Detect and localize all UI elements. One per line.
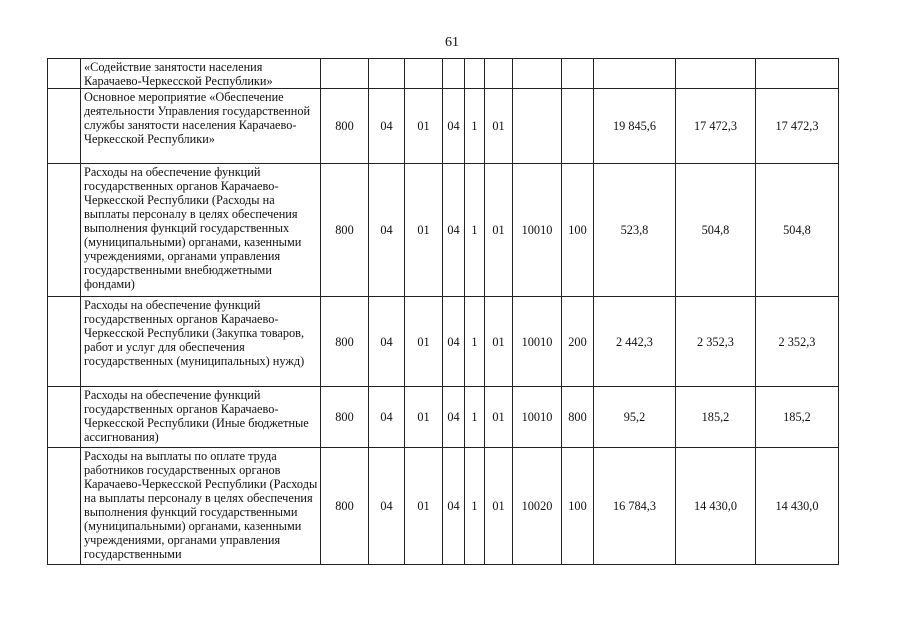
table-row <box>48 89 839 164</box>
subprogram-code-cell: 1 <box>465 164 485 297</box>
amount-year1-cell: 16 784,3 <box>594 448 676 565</box>
amount-year3-cell <box>756 59 839 89</box>
row-index-cell <box>48 448 81 565</box>
direction-code-cell <box>513 59 562 89</box>
ministry-code-cell: 800 <box>321 387 369 448</box>
direction-code-cell <box>513 89 562 164</box>
subsection-code-cell <box>405 59 443 89</box>
subprogram-code-cell: 1 <box>465 448 485 565</box>
ministry-code-cell <box>321 59 369 89</box>
direction-code-cell: 10010 <box>513 164 562 297</box>
row-index-cell <box>48 59 81 89</box>
subsection-code-cell: 01 <box>405 164 443 297</box>
amount-year2-cell: 17 472,3 <box>676 89 756 164</box>
description-cell: Расходы на выплаты по оплате труда работников государственных органов Карачаево-Черкесской Республики (Расходы на выплаты персоналу в целях обеспечения выполнения функций государственными (муниципальными) органами, казенными учреждениями, органами управления государственными <box>81 448 321 565</box>
direction-code-cell: 10010 <box>513 297 562 387</box>
event-code-cell: 01 <box>485 448 513 565</box>
program-code-cell: 04 <box>443 387 465 448</box>
ministry-code-cell: 800 <box>321 448 369 565</box>
direction-code-cell: 10020 <box>513 448 562 565</box>
table-row <box>48 387 839 448</box>
event-code-cell: 01 <box>485 297 513 387</box>
description-cell: Расходы на обеспечение функций государственных органов Карачаево-Черкесской Республики (Иные бюджетные ассигнования) <box>81 387 321 448</box>
event-code-cell: 01 <box>485 387 513 448</box>
description-cell: «Содействие занятости населения Карачаево-Черкесской Республики» <box>81 59 321 89</box>
amount-year1-cell: 2 442,3 <box>594 297 676 387</box>
amount-year1-cell: 523,8 <box>594 164 676 297</box>
expense-type-cell: 100 <box>562 164 594 297</box>
section-code-cell <box>369 59 405 89</box>
page-number: 61 <box>445 35 459 50</box>
row-index-cell <box>48 89 81 164</box>
table-row <box>48 448 839 565</box>
program-code-cell <box>443 59 465 89</box>
row-index-cell <box>48 164 81 297</box>
section-code-cell: 04 <box>369 448 405 565</box>
subprogram-code-cell: 1 <box>465 387 485 448</box>
section-code-cell: 04 <box>369 297 405 387</box>
event-code-cell: 01 <box>485 89 513 164</box>
table-row <box>48 59 839 89</box>
description-cell: Расходы на обеспечение функций государственных органов Карачаево-Черкесской Республики (Закупка товаров, работ и услуг для обеспечения государственных (муниципальных) нужд) <box>81 297 321 387</box>
subsection-code-cell: 01 <box>405 387 443 448</box>
subsection-code-cell: 01 <box>405 89 443 164</box>
amount-year2-cell: 2 352,3 <box>676 297 756 387</box>
amount-year2-cell: 504,8 <box>676 164 756 297</box>
expense-type-cell: 800 <box>562 387 594 448</box>
program-code-cell: 04 <box>443 164 465 297</box>
subprogram-code-cell: 1 <box>465 297 485 387</box>
subprogram-code-cell <box>465 59 485 89</box>
event-code-cell: 01 <box>485 164 513 297</box>
expense-type-cell: 200 <box>562 297 594 387</box>
amount-year1-cell: 95,2 <box>594 387 676 448</box>
budget-table <box>47 58 839 565</box>
amount-year1-cell: 19 845,6 <box>594 89 676 164</box>
expense-type-cell <box>562 59 594 89</box>
direction-code-cell: 10010 <box>513 387 562 448</box>
program-code-cell: 04 <box>443 448 465 565</box>
expense-type-cell: 100 <box>562 448 594 565</box>
amount-year2-cell: 14 430,0 <box>676 448 756 565</box>
description-cell: Основное мероприятие «Обеспечение деятельности Управления государственной службы занятости населения Карачаево-Черкесской Республики» <box>81 89 321 164</box>
table-row <box>48 164 839 297</box>
amount-year3-cell: 185,2 <box>756 387 839 448</box>
amount-year1-cell <box>594 59 676 89</box>
section-code-cell: 04 <box>369 89 405 164</box>
ministry-code-cell: 800 <box>321 297 369 387</box>
program-code-cell: 04 <box>443 89 465 164</box>
table-row <box>48 297 839 387</box>
amount-year2-cell <box>676 59 756 89</box>
subsection-code-cell: 01 <box>405 297 443 387</box>
ministry-code-cell: 800 <box>321 164 369 297</box>
section-code-cell: 04 <box>369 387 405 448</box>
amount-year2-cell: 185,2 <box>676 387 756 448</box>
subsection-code-cell: 01 <box>405 448 443 565</box>
amount-year3-cell: 17 472,3 <box>756 89 839 164</box>
event-code-cell <box>485 59 513 89</box>
expense-type-cell <box>562 89 594 164</box>
amount-year3-cell: 504,8 <box>756 164 839 297</box>
row-index-cell <box>48 297 81 387</box>
ministry-code-cell: 800 <box>321 89 369 164</box>
amount-year3-cell: 2 352,3 <box>756 297 839 387</box>
subprogram-code-cell: 1 <box>465 89 485 164</box>
amount-year3-cell: 14 430,0 <box>756 448 839 565</box>
program-code-cell: 04 <box>443 297 465 387</box>
section-code-cell: 04 <box>369 164 405 297</box>
row-index-cell <box>48 387 81 448</box>
description-cell: Расходы на обеспечение функций государственных органов Карачаево-Черкесской Республики (Расходы на выплаты персоналу в целях обеспечения выполнения функций государственных (муниципальными) органами, казенными учреждениями, органами управления государственными внебюджетными фондами) <box>81 164 321 297</box>
